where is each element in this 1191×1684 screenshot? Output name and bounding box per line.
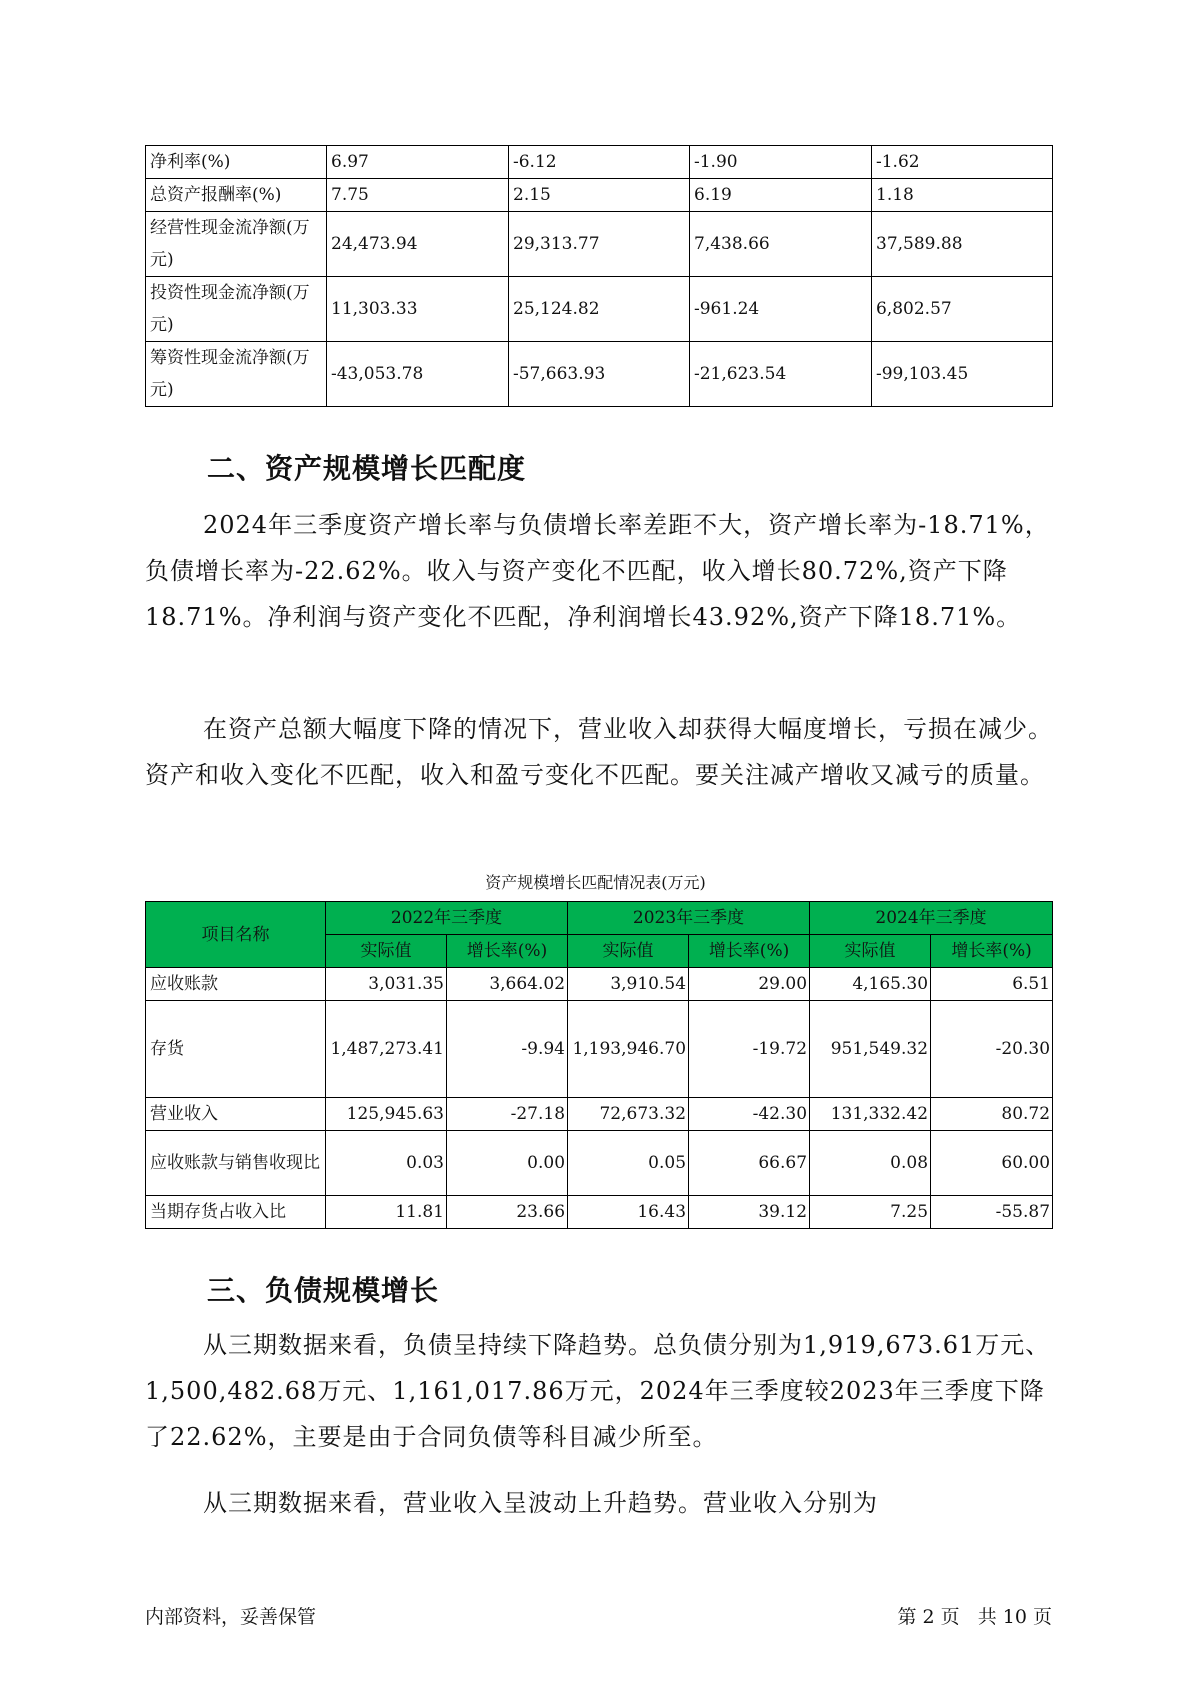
- table-cell: -1.90: [690, 146, 872, 179]
- table-cell: 24,473.94: [327, 212, 509, 277]
- table-row: [146, 1196, 1053, 1229]
- table-cell: 25,124.82: [509, 277, 690, 342]
- table-cell: 11,303.33: [327, 277, 509, 342]
- row-label: 投资性现金流净额(万元): [146, 277, 327, 342]
- table-cell: 39.12: [689, 1196, 810, 1229]
- financial-ratio-table: [145, 145, 1053, 407]
- column-header: 增长率(%): [931, 935, 1053, 968]
- table-cell: 0.00: [447, 1131, 568, 1196]
- table-cell: 3,664.02: [447, 968, 568, 1001]
- row-label: 经营性现金流净额(万元): [146, 212, 327, 277]
- table-cell: 0.05: [568, 1131, 689, 1196]
- table-row: [146, 277, 1053, 342]
- row-label: 筹资性现金流净额(万元): [146, 342, 327, 407]
- paragraph: 在资产总额大幅度下降的情况下，营业收入却获得大幅度增长，亏损在减少。资产和收入变化不匹配，收入和盈亏变化不匹配。要关注减产增收又减亏的质量。: [145, 715, 1053, 789]
- table-cell: 1,193,946.70: [568, 1001, 689, 1098]
- table-cell: 7,438.66: [690, 212, 872, 277]
- table-cell: 7.25: [810, 1196, 931, 1229]
- table-cell: -21,623.54: [690, 342, 872, 407]
- table-cell: 7.75: [327, 179, 509, 212]
- footer-page-number: 第 2 页 共 10 页: [897, 1606, 1052, 1628]
- table-cell: -43,053.78: [327, 342, 509, 407]
- table-cell: 951,549.32: [810, 1001, 931, 1098]
- section-heading: 三、负债规模增长: [207, 1274, 440, 1307]
- table-cell: 1,487,273.41: [326, 1001, 447, 1098]
- table-row: [146, 1098, 1053, 1131]
- table-cell: 2.15: [509, 179, 690, 212]
- paragraph: 从三期数据来看，负债呈持续下降趋势。总负债分别为1,919,673.61万元、1,500,482.68万元、1,161,017.86万元，2024年三季度较2023年三季度下降了22.62%，主要是由于合同负债等科目减少所至。: [145, 1331, 1051, 1451]
- table-cell: 3,031.35: [326, 968, 447, 1001]
- row-label: 当期存货占收入比: [146, 1196, 326, 1229]
- table-cell: -57,663.93: [509, 342, 690, 407]
- table-cell: 131,332.42: [810, 1098, 931, 1131]
- table-cell: -99,103.45: [872, 342, 1053, 407]
- table-cell: 125,945.63: [326, 1098, 447, 1131]
- table-cell: -6.12: [509, 146, 690, 179]
- column-header: 增长率(%): [447, 935, 568, 968]
- table-row: [146, 968, 1053, 1001]
- table-cell: 6,802.57: [872, 277, 1053, 342]
- paragraph: 2024年三季度资产增长率与负债增长率差距不大，资产增长率为-18.71%，负债增长率为-22.62%。收入与资产变化不匹配，收入增长80.72%,资产下降18.71%。净利润与资产变化不匹配，净利润增长43.92%,资产下降18.71%。: [145, 511, 1050, 631]
- column-header: 增长率(%): [689, 935, 810, 968]
- table-cell: -27.18: [447, 1098, 568, 1131]
- row-label: 应收账款: [146, 968, 326, 1001]
- table-cell: -1.62: [872, 146, 1053, 179]
- table-row: [146, 212, 1053, 277]
- table-row: [146, 146, 1053, 179]
- table-cell: 37,589.88: [872, 212, 1053, 277]
- table-cell: 0.08: [810, 1131, 931, 1196]
- table-cell: 60.00: [931, 1131, 1053, 1196]
- table-row: [146, 1131, 1053, 1196]
- row-label: 总资产报酬率(%): [146, 179, 327, 212]
- table-cell: 6.51: [931, 968, 1053, 1001]
- table-cell: -55.87: [931, 1196, 1053, 1229]
- row-label: 应收账款与销售收现比: [146, 1131, 326, 1196]
- table-cell: 3,910.54: [568, 968, 689, 1001]
- column-header: 实际值: [568, 935, 689, 968]
- table-cell: 6.97: [327, 146, 509, 179]
- table-header-row: [146, 902, 1053, 935]
- table-cell: -19.72: [689, 1001, 810, 1098]
- table-cell: 6.19: [690, 179, 872, 212]
- table-cell: 23.66: [447, 1196, 568, 1229]
- column-header: 2023年三季度: [568, 902, 810, 935]
- column-header: 2024年三季度: [810, 902, 1053, 935]
- section-heading: 二、资产规模增长匹配度: [207, 452, 527, 485]
- table-cell: 66.67: [689, 1131, 810, 1196]
- table-cell: -42.30: [689, 1098, 810, 1131]
- table-cell: 72,673.32: [568, 1098, 689, 1131]
- asset-growth-match-table: [145, 901, 1053, 1229]
- table-cell: -9.94: [447, 1001, 568, 1098]
- table-cell: 16.43: [568, 1196, 689, 1229]
- table-cell: -961.24: [690, 277, 872, 342]
- table-cell: 29.00: [689, 968, 810, 1001]
- column-header: 2022年三季度: [326, 902, 568, 935]
- row-label: 营业收入: [146, 1098, 326, 1131]
- column-header: 项目名称: [146, 902, 326, 968]
- table-cell: 0.03: [326, 1131, 447, 1196]
- table-row: [146, 1001, 1053, 1098]
- table-row: [146, 179, 1053, 212]
- table-cell: 80.72: [931, 1098, 1053, 1131]
- table-cell: 11.81: [326, 1196, 447, 1229]
- table-cell: 1.18: [872, 179, 1053, 212]
- table-cell: 29,313.77: [509, 212, 690, 277]
- table-cell: -20.30: [931, 1001, 1053, 1098]
- paragraph: 从三期数据来看，营业收入呈波动上升趋势。营业收入分别为: [203, 1489, 878, 1517]
- table-caption: 资产规模增长匹配情况表(万元): [485, 873, 706, 892]
- table-cell: 4,165.30: [810, 968, 931, 1001]
- table-row: [146, 342, 1053, 407]
- column-header: 实际值: [810, 935, 931, 968]
- row-label: 存货: [146, 1001, 326, 1098]
- row-label: 净利率(%): [146, 146, 327, 179]
- footer-confidential-note: 内部资料，妥善保管: [145, 1606, 317, 1628]
- column-header: 实际值: [326, 935, 447, 968]
